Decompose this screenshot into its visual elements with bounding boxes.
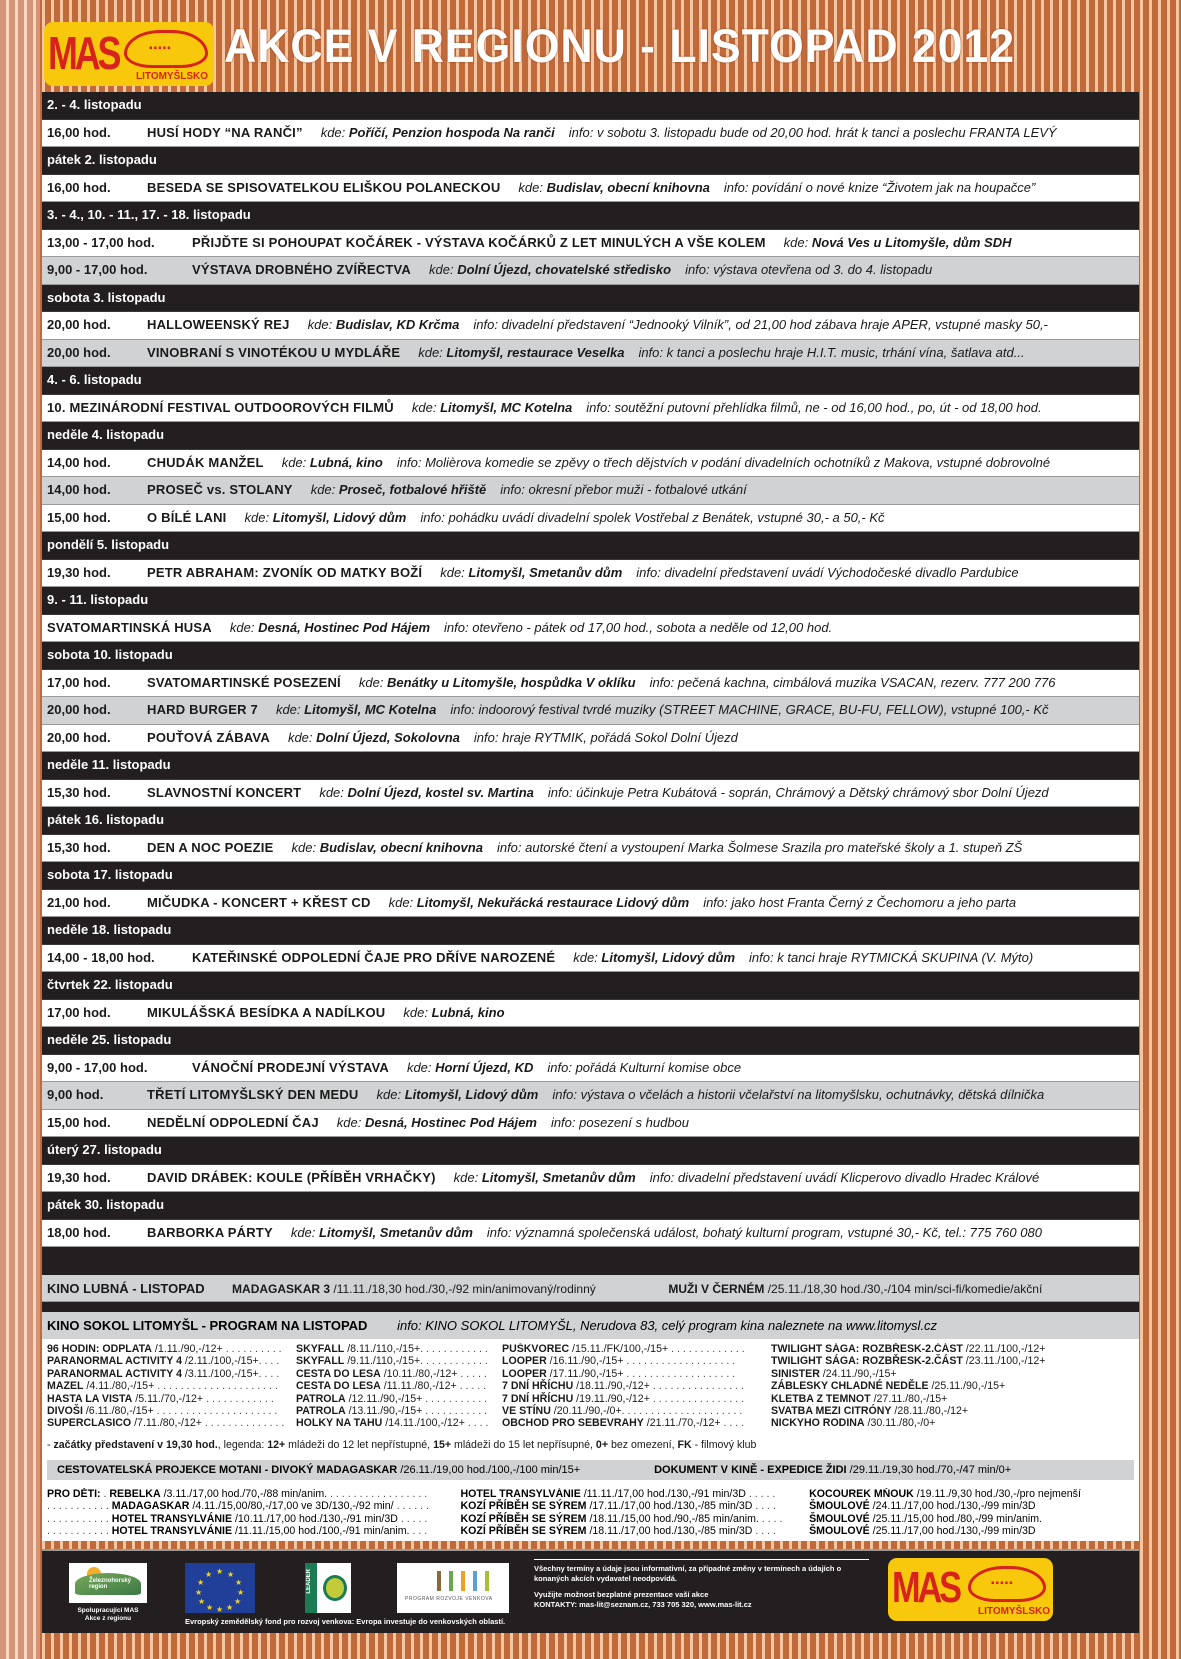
info-label: info:: [486, 1224, 512, 1240]
zeleznohorsky-region-logo: Železnohorský region: [69, 1563, 147, 1603]
where-label: kde:: [453, 1169, 479, 1185]
event-row: [42, 835, 1139, 863]
where-label: kde:: [411, 399, 437, 415]
event-time: 20,00 hod.: [47, 729, 111, 745]
film-item: PARANORMAL ACTIVITY 4 /2.11./100,-/15+. . . .: [47, 1355, 280, 1368]
event-time: 16,00 hod.: [47, 179, 111, 195]
info-label: info:: [444, 619, 469, 635]
kids-film-item: ŠMOULOVÉ /24.11./17,00 hod./130,-/99 min/3D: [809, 1500, 1036, 1513]
film-column: [502, 1343, 771, 1430]
page-title: AKCE V REGIONU - LISTOPAD 2012: [224, 19, 1016, 72]
event-info: k tanci a poslechu hraje H.I.T. music, trhání vína, šatlava atd...: [666, 344, 1025, 360]
event-row: [42, 560, 1139, 588]
film-column: [296, 1343, 502, 1430]
date-header: sobota 17. listopadu: [42, 862, 1139, 890]
event-name: NEDĚLNÍ ODPOLEDNÍ ČAJ: [147, 1114, 319, 1130]
date-header: čtvrtek 22. listopadu: [42, 972, 1139, 1000]
event-info: výstava o včelách a historii včelařství na litomyšlsku, ochutnávky, dětská dílnička: [580, 1087, 1045, 1102]
film-item: SUPERCLASICO /7.11./80,-/12+ . . . . . . . . . . . . . .: [47, 1417, 285, 1430]
film-item: SKYFALL /9.11./110,-/15+. . . . . . . . . . . .: [296, 1355, 488, 1368]
info-label: info:: [500, 482, 525, 497]
date-header: neděle 4. listopadu: [42, 422, 1139, 450]
event-time: 20,00 hod.: [47, 702, 111, 717]
page-header: [44, 19, 1154, 88]
event-info: k tanci hraje RYTMICKÁ SKUPINA (V. Mýto): [777, 949, 1034, 965]
event-time: 19,30 hod.: [47, 564, 111, 580]
event-time: 9,00 - 17,00 hod.: [47, 1059, 148, 1075]
film-item: HOLKY NA TAHU /14.11./100,-/12+ . . . .: [296, 1417, 489, 1430]
film-item: 7 DNÍ HŘÍCHU /18.11./90,-/12+ . . . . . . . . . . . . . . . .: [502, 1380, 745, 1393]
event-location: Dolní Újezd, Sokolovna: [316, 729, 460, 745]
where-label: kde:: [783, 234, 809, 250]
event-row: [42, 477, 1139, 505]
film-item: SVATBA MEZI CITRÓNY /28.11./80,-/12+: [771, 1405, 969, 1418]
event-row: [42, 175, 1139, 203]
where-label: kde:: [440, 564, 465, 580]
date-header: pátek 16. listopadu: [42, 807, 1139, 835]
event-time: 20,00 hod.: [47, 317, 111, 332]
date-header: neděle 25. listopadu: [42, 1027, 1139, 1055]
footer-notice: [534, 1559, 869, 1609]
event-location: Horní Újezd, KD: [435, 1059, 534, 1075]
events-panel: [42, 92, 1139, 1541]
event-location: Litomyšl, Lidový dům: [272, 509, 407, 525]
event-time: 15,00 hod.: [47, 1114, 111, 1130]
event-info: indoorový festival tvrdé muziky (STREET MACHINE, GRACE, BU-FU, FELLOW), vstupné 100,- Kč: [478, 702, 1049, 717]
schedule-list: [42, 92, 1139, 1247]
info-label: info:: [550, 1114, 576, 1130]
info-label: info:: [649, 674, 675, 690]
mas-logo-footer: MAS ▪▪▪▪▪ LITOMYŠLSKO: [888, 1558, 1053, 1621]
event-info: otevřeno - pátek od 17,00 hod., sobota a neděle od 12,00 hod.: [472, 619, 833, 635]
event-location: Dolní Újezd, kostel sv. Martina: [347, 784, 534, 800]
event-time: 14,00 hod.: [47, 482, 111, 497]
event-time: 9,00 hod.: [47, 1087, 104, 1102]
where-label: kde:: [290, 1224, 316, 1240]
event-time: 9,00 - 17,00 hod.: [47, 262, 148, 277]
event-name: 10. MEZINÁRODNÍ FESTIVAL OUTDOOROVÝCH FILMŮ: [47, 399, 394, 415]
event-location: Litomyšl, restaurace Veselka: [446, 344, 625, 360]
film-item: PUŠKVOREC /15.11./FK/100,-/15+ . . . . . . . . . . . . .: [502, 1343, 745, 1355]
event-name: VÁNOČNÍ PRODEJNÍ VÝSTAVA: [192, 1059, 389, 1075]
event-location: Budislav, obecní knihovna: [319, 839, 483, 855]
disclaimer-text: Všechny termíny a údaje jsou informativní, za případné změny v termínech a údajích o konaných akcích vydavatel neodpovídá.: [534, 1564, 842, 1583]
leader-emblem-icon: [323, 1575, 347, 1601]
date-header: sobota 3. listopadu: [42, 285, 1139, 313]
film-item: 96 HODIN: ODPLATA /1.11./90,-/12+ . . . . . . . . . .: [47, 1343, 282, 1355]
info-label: info:: [547, 784, 573, 800]
film-item: TWILIGHT SÁGA: ROZBŘESK-2.ČÁST /22.11./100,-/12+: [771, 1343, 1046, 1355]
info-label: info:: [420, 509, 445, 525]
kids-program: [47, 1488, 1134, 1538]
event-info: významná společenská událost, bohatý kulturní program, vstupné 30,- Kč, tel.: 775 760 080: [515, 1224, 1042, 1240]
kids-film-item: . . . . . . . . . . . HOTEL TRANSYLVÁNIE /10.11./17,00 hod./130,-/91 min/3D . . . . .: [47, 1512, 428, 1525]
kids-film-item: ŠMOULOVÉ /25.11./15,00 hod./80,-/99 min/anim.: [809, 1512, 1043, 1525]
event-name: HUSÍ HODY “NA RANČI”: [147, 124, 303, 140]
event-location: Litomyšl, Lidový dům: [404, 1087, 539, 1102]
event-location: Litomyšl, MC Kotelna: [440, 399, 573, 415]
where-label: kde:: [320, 124, 346, 140]
event-row: [42, 312, 1139, 340]
kino-sokol-program: [42, 1339, 1139, 1541]
event-row: [42, 1110, 1139, 1138]
event-time: 17,00 hod.: [47, 1004, 111, 1020]
film-item: ZÁBLESKY CHLADNÉ NEDĚLE /25.11./90,-/15+: [771, 1380, 1006, 1393]
kids-film-item: . . . . . . . . . . . MADAGASKAR /4.11./15,00/80,-/17,00 ve 3D/130,-/92 min/ . . . . . .: [47, 1500, 429, 1513]
event-name: CHUDÁK MANŽEL: [147, 454, 264, 470]
event-row: [42, 230, 1139, 258]
contacts-text: KONTAKTY: mas-lit@seznam.cz, 733 705 320, www.mas-lit.cz: [534, 1599, 752, 1609]
date-header: pondělí 5. listopadu: [42, 532, 1139, 560]
event-row: [42, 257, 1139, 285]
where-label: kde:: [518, 179, 543, 195]
info-label: info:: [703, 894, 728, 910]
kino-lubna-film: MADAGASKAR 3 /11.11./18,30 hod./30,-/92 min/animovaný/rodinný: [232, 1282, 596, 1296]
event-name: KATEŘINSKÉ ODPOLEDNÍ ČAJE PRO DŘÍVE NAROZENÉ: [192, 949, 556, 965]
film-item: 7 DNÍ HŘÍCHU /19.11./90,-/12+ . . . . . . . . . . . . . . . .: [502, 1392, 745, 1405]
event-info: účinkuje Petra Kubátová - soprán, Chrámový a Dětský chrámový sbor Dolní Újezd: [576, 784, 1049, 800]
kids-film-item: ŠMOULOVÉ /25.11./17,00 hod./130,-/99 min/3D: [809, 1525, 1036, 1538]
where-label: kde:: [388, 894, 414, 910]
event-location: Litomyšl, Smetanův dům: [481, 1169, 636, 1185]
promo-text: Využijte možnost bezplatné prezentace vaší akce: [534, 1590, 709, 1599]
event-info: pohádku uvádí divadelní spolek Vostřebal z Benátek, vstupné 30,- a 50,- Kč: [448, 509, 885, 525]
event-location: Benátky u Litomyšle, hospůdka V oklíku: [387, 674, 636, 690]
kids-film-item: KOZÍ PŘÍBĚH SE SÝREM /17.11./17,00 hod./130,-/85 min/3D . . . .: [460, 1500, 776, 1513]
kids-film-item: PRO DĚTI: . REBELKA /3.11./17,00 hod./70,-/88 min/anim. . . . . . . . . . . . . . . . . .: [47, 1487, 428, 1500]
event-info: Molièrova komedie se zpěvy o třech dějstvích v podání divadelních ochotníků z Makova, vstupné dobrovolné: [425, 454, 1051, 470]
event-row: [42, 1165, 1139, 1193]
where-label: kde:: [573, 949, 598, 965]
film-item: MAZEL /4.11./80,-/15+ . . . . . . . . . . . . . . . . . . . . .: [47, 1380, 278, 1393]
event-row: [42, 1055, 1139, 1083]
kino-lubna-row: [42, 1275, 1139, 1302]
event-location: Dolní Újezd, chovatelské středisko: [457, 262, 672, 277]
info-label: info:: [636, 564, 661, 580]
event-location: Litomyšl, Smetanův dům: [319, 1224, 473, 1240]
event-row: [42, 1220, 1139, 1248]
event-name: BESEDA SE SPISOVATELKOU ELIŠKOU POLANECKOU: [147, 179, 501, 195]
film-item: LOOPER /17.11./90,-/15+ . . . . . . . . . . . . . . . . . . .: [502, 1367, 736, 1380]
date-header: 9. - 11. listopadu: [42, 587, 1139, 615]
film-item: NICKYHO RODINA /30.11./80,-/0+: [771, 1417, 936, 1430]
event-info: autorské čtení a vystoupení Marka Šolmese Srazila pro mateřské školy a 1. stupeň ZŠ: [525, 839, 1023, 855]
event-info: výstava otevřena od 3. do 4. listopadu: [713, 262, 933, 277]
event-name: PETR ABRAHAM: ZVONÍK OD MATKY BOŽÍ: [147, 564, 423, 580]
info-label: info:: [496, 839, 522, 855]
event-time: 18,00 hod.: [47, 1224, 111, 1240]
event-row: [42, 780, 1139, 808]
kids-film-item: KOZÍ PŘÍBĚH SE SÝREM /18.11./15,00 hod./90,-/85 min/anim. . . . .: [460, 1512, 783, 1525]
film-item: SINISTER /24.11./90,-/15+: [771, 1367, 897, 1380]
date-header: sobota 10. listopadu: [42, 642, 1139, 670]
where-label: kde:: [275, 702, 301, 717]
kids-film-item: . . . . . . . . . . . HOTEL TRANSYLVÁNIE /11.11./15,00 hod./100,-/91 min/anim. . . .: [47, 1525, 428, 1538]
info-label: info:: [552, 1087, 577, 1102]
special-screening: DOKUMENT V KINĚ - EXPEDICE ŽIDI /29.11./19,30 hod./70,-/47 min/0+: [654, 1463, 1012, 1476]
event-location: Budislav, KD Krčma: [335, 317, 460, 332]
eu-flag-icon: ★ ★ ★ ★ ★ ★ ★ ★ ★ ★ ★ ★: [185, 1563, 255, 1613]
event-row: [42, 505, 1139, 533]
event-info: povídání o nové knize “Životem jak na houpačce”: [752, 179, 1036, 195]
logo-mas-text: MAS: [48, 27, 119, 79]
info-label: info:: [473, 317, 498, 332]
date-header: úterý 27. listopadu: [42, 1137, 1139, 1165]
event-name: DAVID DRÁBEK: KOULE (PŘÍBĚH VRHAČKY): [147, 1169, 436, 1185]
crown-icon: ▪▪▪▪▪: [124, 30, 208, 68]
event-row: [42, 450, 1139, 478]
info-label: info:: [450, 702, 475, 717]
film-column: [47, 1343, 296, 1430]
kids-column: [47, 1488, 461, 1538]
partner-caption: Spolupracující MAS Akce z regionu: [77, 1607, 139, 1622]
film-item: PATROLA /13.11./90,-/15+ . . . . . . . . . . .: [296, 1405, 488, 1418]
event-name: O BÍLÉ LANI: [147, 509, 227, 525]
footer: [42, 1549, 1139, 1633]
where-label: kde:: [376, 1087, 402, 1102]
event-name: SLAVNOSTNÍ KONCERT: [147, 784, 302, 800]
info-label: info:: [723, 179, 749, 195]
event-info: divadelní představení uvádí Východočeské divadlo Pardubice: [664, 564, 1019, 580]
event-name: MIČUDKA - KONCERT + KŘEST CD: [147, 894, 371, 910]
info-label: info:: [473, 729, 499, 745]
event-info: soutěžní putovní přehlídka filmů, ne - od 16,00 hod., po, út - od 18,00 hod.: [614, 399, 1042, 415]
info-label: info:: [568, 124, 594, 140]
kino-lubna-title: KINO LUBNÁ - LISTOPAD: [47, 1281, 205, 1296]
info-label: info:: [685, 262, 710, 277]
where-label: kde:: [310, 482, 336, 497]
background-stripes: [0, 0, 40, 1659]
event-row: [42, 395, 1139, 423]
info-label: info:: [586, 399, 611, 415]
kids-film-item: HOTEL TRANSYLVÁNIE /11.11./17,00 hod./130,-/91 min/3D . . . . .: [460, 1487, 776, 1500]
event-name: BARBORKA PÁRTY: [147, 1224, 273, 1240]
event-time: 13,00 - 17,00 hod.: [47, 234, 155, 250]
where-label: kde:: [307, 317, 333, 332]
separator-bar: [42, 1247, 1139, 1275]
event-location: Nová Ves u Litomyšle, dům SDH: [811, 234, 1012, 250]
event-name: VINOBRANÍ S VINOTÉKOU U MYDLÁŘE: [147, 344, 401, 360]
special-screenings: [47, 1460, 1134, 1480]
separator-bar: [42, 1302, 1139, 1312]
date-header: pátek 30. listopadu: [42, 1192, 1139, 1220]
kids-column: [809, 1488, 1134, 1538]
event-time: 17,00 hod.: [47, 674, 111, 690]
where-label: kde:: [403, 1004, 428, 1020]
event-info: jako host Franta Černý z Čechomoru a jeho parta: [731, 894, 1017, 910]
event-time: 15,00 hod.: [47, 509, 111, 525]
event-time: 19,30 hod.: [47, 1169, 111, 1185]
info-label: info:: [638, 344, 664, 360]
rural-development-logo: PROGRAM ROZVOJE VENKOVA: [397, 1563, 509, 1613]
where-label: kde:: [418, 344, 443, 360]
logo-region-text: LITOMYŠLSKO: [136, 71, 209, 82]
date-header: neděle 11. listopadu: [42, 752, 1139, 780]
info-label: info:: [547, 1059, 572, 1075]
event-info: posezení s hudbou: [579, 1114, 690, 1130]
event-time: 15,30 hod.: [47, 784, 111, 800]
event-row: [42, 615, 1139, 643]
event-row: [42, 340, 1139, 368]
kids-film-item: KOCOUREK MŇOUK /19.11./9,30 hod./30,-/pro nejmenší: [809, 1487, 1081, 1500]
kids-film-item: KOZÍ PŘÍBĚH SE SÝREM /18.11./17,00 hod./130,-/85 min/3D . . . .: [460, 1525, 776, 1538]
film-item: OBCHOD PRO SEBEVRAHY /21.11./70,-/12+ . . . .: [502, 1417, 745, 1430]
leader-logo: LEADER: [305, 1563, 351, 1613]
crown-icon: ▪▪▪▪▪: [968, 1566, 1046, 1602]
where-label: kde:: [229, 619, 255, 635]
event-row: [42, 945, 1139, 973]
event-row: [42, 120, 1139, 148]
event-time: 14,00 hod.: [47, 454, 111, 470]
film-item: PARANORMAL ACTIVITY 4 /3.11./100,-/15+. . . .: [47, 1367, 280, 1380]
event-row: [42, 890, 1139, 918]
film-item: LOOPER /16.11./90,-/15+ . . . . . . . . . . . . . . . . . . .: [502, 1355, 736, 1368]
film-item: VE STÍNU /20.11./90,-/0+. . . . . . . . . . . . . . . . . . . . .: [502, 1405, 743, 1418]
event-name: HALLOWEENSKÝ REJ: [147, 317, 290, 332]
event-info: divadelní představení “Jednooký Vilník”, od 21,00 hod zábava hraje APER, vstupné masky 50,-: [501, 317, 1048, 332]
event-time: 14,00 - 18,00 hod.: [47, 949, 155, 965]
date-header: 4. - 6. listopadu: [42, 367, 1139, 395]
event-info: okresní přebor muži - fotbalové utkání: [528, 482, 747, 497]
info-label: info:: [649, 1169, 675, 1185]
event-name: SVATOMARTINSKÉ POSEZENÍ: [147, 674, 341, 690]
event-location: Desná, Hostinec Pod Hájem: [258, 619, 431, 635]
event-location: Proseč, fotbalové hřiště: [338, 482, 487, 497]
film-item: SKYFALL /8.11./110,-/15+. . . . . . . . . . . .: [296, 1343, 488, 1355]
event-info: pečená kachna, cimbálová muzika VSACAN, rezerv. 777 200 776: [677, 674, 1056, 690]
where-label: kde:: [406, 1059, 432, 1075]
event-location: Budislav, obecní knihovna: [546, 179, 710, 195]
where-label: kde:: [429, 262, 454, 277]
date-header: 2. - 4. listopadu: [42, 92, 1139, 120]
film-item: KLETBA Z TEMNOT /27.11./80,-/15+: [771, 1392, 948, 1405]
event-name: VÝSTAVA DROBNÉHO ZVÍŘECTVA: [192, 262, 411, 277]
eu-fund-caption: Evropský zemědělský fond pro rozvoj venkova: Evropa investuje do venkovských oblastí.: [185, 1617, 506, 1626]
where-label: kde:: [281, 454, 307, 470]
event-time: 20,00 hod.: [47, 344, 111, 360]
event-location: Lubná, kino: [309, 454, 383, 470]
event-name: PŘIJĎTE SI POHOUPAT KOČÁREK - VÝSTAVA KOČÁRKŮ Z LET MINULÝCH A VŠE KOLEM: [192, 234, 766, 250]
event-info: pořádá Kulturní komise obce: [575, 1059, 742, 1075]
event-info: divadelní představení uvádí Klicperovo divadlo Hradec Králové: [677, 1169, 1040, 1185]
where-label: kde:: [336, 1114, 362, 1130]
event-location: Litomyšl, Nekuřácká restaurace Lidový dům: [416, 894, 690, 910]
where-label: kde:: [287, 729, 313, 745]
film-item: CESTA DO LESA /11.11./80,-/12+ . . . . .: [296, 1380, 487, 1393]
event-location: Poříčí, Penzion hospoda Na ranči: [348, 124, 555, 140]
event-name: MIKULÁŠSKÁ BESÍDKA A NADÍLKOU: [147, 1004, 386, 1020]
event-row: [42, 670, 1139, 698]
kids-label: PRO DĚTI:: [47, 1487, 101, 1500]
film-item: HASTA LA VISTA /5.11./70,-/12+ . . . . . . . . . . . .: [47, 1392, 274, 1405]
mas-logo: [44, 22, 214, 86]
event-row: [42, 1000, 1139, 1028]
event-time: 15,30 hod.: [47, 839, 111, 855]
event-row: [42, 697, 1139, 725]
special-screening: CESTOVATELSKÁ PROJEKCE MOTANI - DIVOKÝ MADAGASKAR /26.11./19,00 hod./100,-/100 min/15+: [57, 1463, 581, 1476]
info-label: info:: [396, 454, 422, 470]
event-time: 21,00 hod.: [47, 894, 111, 910]
event-row: [42, 725, 1139, 753]
film-item: PATROLA /12.11./90,-/15+ . . . . . . . . . . .: [296, 1392, 488, 1405]
event-info: v sobotu 3. listopadu bude od 20,00 hod. hrát k tanci a poslechu FRANTA LEVÝ: [596, 124, 1057, 140]
kids-column: [461, 1488, 810, 1538]
film-columns: [47, 1343, 1134, 1430]
kino-lubna-film: MUŽI V ČERNÉM /25.11./18,30 hod./30,-/104 min/sci-fi/komedie/akční: [668, 1282, 1043, 1296]
film-legend: - začátky představení v 19,30 hod., legenda: 12+ mládeži do 12 let nepřístupné, 15+ mládeži do 15 let nepřísupné, 0+ bez omezení, FK - filmový klub: [47, 1438, 757, 1451]
kino-sokol-info: info: KINO SOKOL LITOMYŠL, Nerudova 83, celý program kina naleznete na www.litomysl.cz: [397, 1318, 938, 1333]
event-name: POUŤOVÁ ZÁBAVA: [147, 729, 270, 745]
event-location: Litomyšl, Smetanův dům: [468, 564, 623, 580]
film-item: DIVOŠI /6.11./80,-/15+ . . . . . . . . . . . . . . . . . . . . .: [47, 1405, 278, 1418]
event-name: TŘETÍ LITOMYŠLSKÝ DEN MEDU: [147, 1087, 359, 1102]
date-header: 3. - 4., 10. - 11., 17. - 18. listopadu: [42, 202, 1139, 230]
date-header: neděle 18. listopadu: [42, 917, 1139, 945]
film-item: CESTA DO LESA /10.11./80,-/12+ . . . . .: [296, 1367, 487, 1380]
event-name: DEN A NOC POEZIE: [147, 839, 274, 855]
event-info: hraje RYTMIK, pořádá Sokol Dolní Újezd: [502, 729, 738, 745]
where-label: kde:: [291, 839, 317, 855]
event-location: Lubná, kino: [431, 1004, 505, 1020]
event-row: [42, 1082, 1139, 1110]
where-label: kde:: [358, 674, 384, 690]
date-header: pátek 2. listopadu: [42, 147, 1139, 175]
event-name: PROSEČ vs. STOLANY: [147, 482, 293, 497]
event-location: Desná, Hostinec Pod Hájem: [364, 1114, 537, 1130]
film-column: [771, 1343, 1131, 1430]
event-location: Litomyšl, Lidový dům: [601, 949, 736, 965]
where-label: kde:: [244, 509, 270, 525]
event-name: SVATOMARTINSKÁ HUSA: [47, 619, 212, 635]
event-time: 16,00 hod.: [47, 124, 111, 140]
event-name: HARD BURGER 7: [147, 702, 258, 717]
where-label: kde:: [319, 784, 344, 800]
kino-sokol-title: KINO SOKOL LITOMYŠL - PROGRAM NA LISTOPAD: [47, 1318, 368, 1333]
kino-sokol-header: [42, 1312, 1139, 1339]
film-item: TWILIGHT SÁGA: ROZBŘESK-2.ČÁST /23.11./100,-/12+: [771, 1355, 1046, 1368]
event-location: Litomyšl, MC Kotelna: [304, 702, 437, 717]
info-label: info:: [749, 949, 774, 965]
